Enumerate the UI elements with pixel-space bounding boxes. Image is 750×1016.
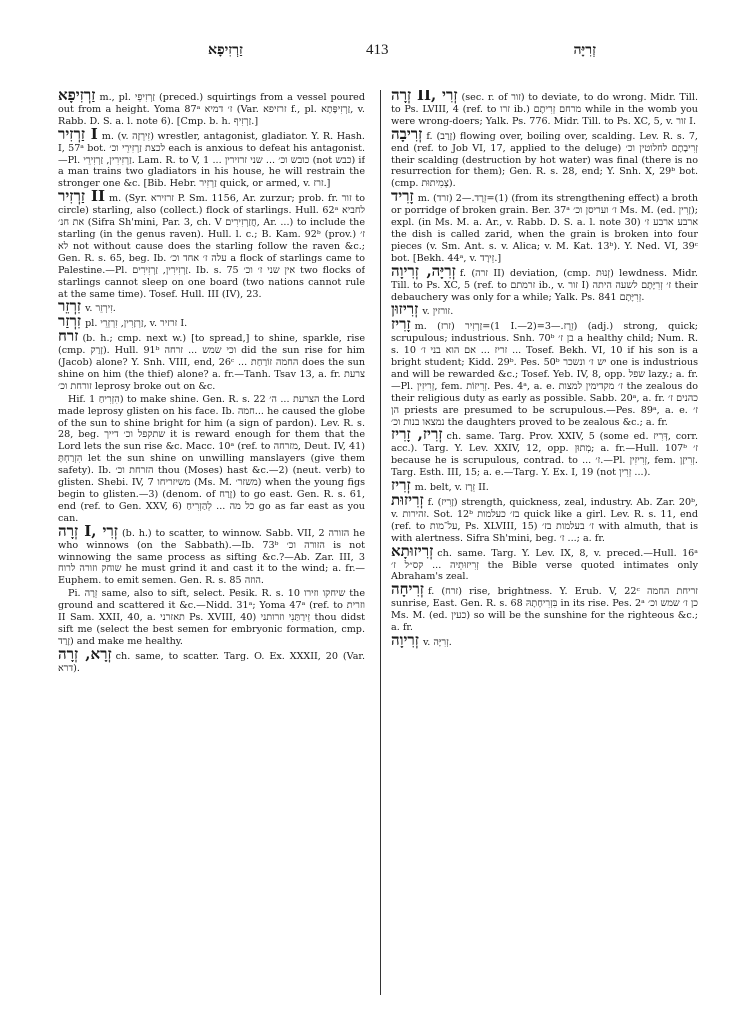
entry-definition: m. belt, v. זֵרָז II. [414, 482, 489, 494]
entry-headword: זְרִיזוּת [391, 491, 424, 509]
dictionary-entry [391, 630, 698, 649]
running-head-left-word: זַרְזִיפָא [208, 42, 243, 58]
entry-headword: זָרִיז [391, 315, 411, 334]
dictionary-entry [58, 394, 365, 525]
entry-definition: v. זְרִיָּה. [422, 636, 452, 648]
entry-headword: זְרִיזוּן [391, 300, 419, 319]
entry-definition: v. זִירְזֵר. [85, 303, 116, 315]
entry-definition: m. (Syr. זרזירא P. Sm. 1156, Ar. zurzur; prob. fr. זור to circle) starling, also (collect.) flock of starlings. Hull. 62ᵃ לחביא את חנ׳ (Sifra Sh'mini, Par. 3, ch. V חֲזַרְזִירִים, Ar. ...) to include the starling (in the genus raven). Hull. l. c.; B. Kam. 92ᵇ (prov.) ז׳ לא not without cause does the starling follow the raven &c.; Gen. R. s. 65, beg. Ib. עלה ז׳ אחד וכ׳ a flock of starlings came to Palestine.—Pl. זַרְזִירִין, זַרְזִירִים. Ib. s. 75 אין שני ז׳ וכ׳ two flocks of starlings cannot sleep on one board (two nations cannot rule at the same time). Tosef. Hull. III (IV), 23. [58, 193, 365, 300]
entry-definition: (b. h.; cmp. next w.) [to spread,] to shine, sparkle, rise (cmp. זָרַק). Hull. 91ᵇ וכי שמש ... זרחה did the sun rise for him (Jacob) alone? Y. Snh. VIII, end, 26ᶜ ... החמה זוֹרַחַת does the sun shine on him (the thief) alone? a. fr.—Tanh. Tsav 13, a. fr. צרעת זורחת וכ׳ leprosy broke out on &c. [58, 333, 365, 392]
entry-headword: זִרְזֵר [58, 297, 82, 316]
entry-headword: זַרְזִיר I [58, 124, 98, 143]
page-number: 413 [366, 42, 389, 58]
entry-definition: ch. same. Targ. Prov. XXIV, 5 (some ed. דְּרִיז, corr. acc.). Targ. Y. Lev. XXIV, 12, opp. מְתוּן; a. fr.—Hull. 107ᵇ ז׳ because he is scrupulous, contrad. to ... ז׳.—Pl. זְרִיזִין, fem. זְרִיזָן. Targ. Esth. III, 15; a. e.—Targ. Y. Ex. I, 19 (not זְרִין ...). [391, 431, 698, 479]
entry-definition: m., pl. זַרְזִיפֵי (preced.) squirtings from a vessel poured out from a height. Yoma 87ᵃ ז׳ דמיא (Var. זרזיפא f., pl. זַרְזִיפָּתָא, v. Rabb. D. S. a. l. note 6). [Cmp. b. h. זַרְזִיף.] [58, 92, 365, 127]
entry-definition: ch. same, to scatter. Targ. O. Ex. XXXII, 20 (Var. דרא). [58, 650, 365, 674]
entry-definition: v. זורזין. [422, 306, 454, 318]
entry-headword: זְרִיוָה [391, 630, 419, 649]
left-column [58, 90, 365, 995]
entry-definition: m. (זרז) 1)=זַרְזִיר I.—2)=זֵרָז.—3) (adj.) strong, quick; scrupulous; industrious. Snh. 70ᵇ בן ז׳ a healthy child; Num. R. s. 10 זריז ... אם הוא בני ז׳ ... Tosef. Bekh. VI, 10 if his son is a bright student; Kidd. 29ᵇ. Pes. 50ᵇ יש ז׳ ונשכר one is industrious and will be rewarded &c.; Tosef. Yeb. IV, 8, opp. שפל lazy.; a. fr.—Pl. זְרִיזִין, fem. זְרִיזוֹת. Pes. 4ᵃ, a. e. ז׳ מקדימין למצות the zealous do their religious duty as early as possible. Sabb. 20ᵃ, a. fr. כהנים ז׳ הן priests are presumed to be scrupulous.—Pes. 89ᵃ, a. e. ז׳ נמצאו בנות וכ׳ the daughters proved to be zealous &c.; a. fr. [391, 321, 698, 428]
two-column-body [58, 90, 706, 995]
dictionary-entry [391, 187, 698, 264]
entry-definition: Hif. הִזְרִיחַ 1) to make shine. Gen. R. s. 22 הצרעת ... ה׳ the Lord made leprosy glisten on his face. Ib. חמה... he caused the globe of the sun to shine bright for him (a sign of pardon). Lev. R. s. 28, beg. שתקפל וכ׳ דייך it is reward enough for them that the Lord lets the sun rise &c. Macc. 10ᵃ (ref. to מזרחה, Deut. IV, 41) הִזְרַחְתָּ let the sun shine on unwilling manslayers (give them safety). Ib. הזרחת וכ׳ thou (Moses) hast &c.—2) (neut. verb) to glisten. Shebi. IV, 7 משיזריחו (Ms. M. משזר׳) when the young figs begin to glisten.—3) (denom. of זָרַח) to go east. Gen. R. s. 61, end (ref. to Gen. XXV, 6) כל מה ... לְהַזְרִיחַ go as far east as you can. [58, 393, 365, 524]
entry-definition: ch. same. Targ. Y. Lev. IX, 8, v. preced.—Hull. 16ᵃ זְרִיזוּתֵיה ... קס״ל ז׳ the Bible verse quoted intimates only Abraham's zeal. [391, 547, 698, 583]
entry-definition: (b. h.) to scatter, to winnow. Sabb. VII, 2 הזורה he who winnows (on the Sabbath).—Ib. 73ᵇ הזורה וכ׳ is not winnowing the same process as sifting &c.?—Ab. Zar. III, 3 שוחק וזורה לרוח he must grind it and cast it to the wind; a. fr.—Euphem. to emit semen. Gen. R. s. 85 הוזה. [58, 527, 365, 587]
dictionary-entry [391, 580, 698, 634]
dictionary-entry [58, 297, 365, 316]
entry-headword: זְרִיָּה, זְרִיוָה [391, 261, 456, 280]
entry-headword: זְרָה II, זְרִי [391, 90, 458, 104]
entry-definition: f. (זרה II) deviation, (cmp. זְנוּת) lewdness. Midr. Till. to Ps. XC, 5 (ref. to זרמתם ib., v. זור I) ז׳ זְרִיָּתָם לשעה היתה their debauchery was only for a while; Yalk. Ps. 841 זְרִיָּתָם. [391, 267, 698, 303]
dictionary-entry [391, 541, 698, 584]
dictionary-entry [58, 521, 365, 588]
entry-headword: זְרִיחָה [391, 580, 424, 599]
column-divider [380, 90, 381, 995]
dictionary-entry [58, 312, 365, 331]
dictionary-entry [58, 90, 365, 128]
entry-definition: Pi. זֵרָה same, also to sift, select. Pesik. R. s. 10 שיחקו וזירו the ground and scattered it &c.—Nidd. 31ᵃ; Yoma 47ᵃ (ref. to וזרית II Sam. XXII, 40, a. תאזרני Ps. XVIII, 40) זֵירַתַּנִי וזרותני thou didst sift me (select the best semen for embryonic formation, cmp. זָרַד) and make me healthy. [58, 588, 365, 647]
dictionary-entry [58, 644, 365, 675]
entry-headword: זַרְזִיר II [58, 187, 105, 206]
entry-definition: (sec. r. of זור) to deviate, to do wrong. Midr. Till. to Ps. LVIII, 4 (ref. to זרו ib.) מרחם זְרִיתֶם while in the womb you were wrong-doers; Yalk. Ps. 776. Midr. Till. to Ps. XC, 5, v. זור I. [391, 92, 698, 127]
entry-headword: זְרִיז, זָרִיז [391, 425, 443, 444]
entry-headword: זְרִיז [391, 476, 411, 495]
entry-headword: זְרִיבָה [391, 124, 423, 143]
dictionary-entry [58, 124, 365, 191]
entry-headword: זִרְזַר [58, 312, 82, 331]
entry-headword: זְרָא, זְרָה [58, 644, 112, 663]
entry-definition: f. (זָרִיז) strength, quickness, zeal, industry. Ab. Zar. 20ᵇ, v. זהירות. Sot. 12ᵇ בז׳ כעלמות quick like a girl. Lev. R. s. 11, end (ref. to על־מות, Ps. XLVIII, 15) ז׳ בעלמות בז׳ with almuth, that is with alertness. Sifra Sh'mini, beg. ז׳ ...; a. fr. [391, 497, 698, 544]
dictionary-entry [391, 90, 698, 128]
dictionary-entry [391, 491, 698, 545]
entry-definition: m. (v. זִירְזָה) wrestler, antagonist, gladiator. Y. R. Hash. I, 57ᵃ bot. לכצת זַרְזִירֵי וכ׳ each is anxious to defeat his antagonist.—Pl. זַרְזִירִין, זַרְזִירֵי. Lam. R. to V, 1 ... כובש וכ׳ ... שני זרזירין (not כבש) if a man trains two gladiators in his house, he will restrain the stronger one &c. [Bib. Hebr. זַרְזִיר quick, or armed, v. זרז.] [58, 130, 365, 190]
dictionary-page [58, 40, 706, 1000]
entry-definition: m. (זרד) 1)=זֵרָד.—2) (from its strengthening effect) a broth or porridge of broken grain. Ber. 37ᵃ ז׳ ועריסן וכ׳ Ms. M. (ed. זָרִין); expl. (in Ms. M. a. Ar., v. Rabb. D. S. a. l. note 30) ארבע ארבע ז׳ the dish is called zarid, when the grain is broken into four pieces (v. Sm. Ant. s. v. Alica; v. M. Kat. 13ᵇ). Y. Ned. VI, 39ᶜ bot. [Bekh. 44ᵃ, v. זֵירָד.] [391, 193, 698, 264]
right-column [391, 90, 698, 995]
dictionary-entry [391, 124, 698, 191]
entry-headword: זַרְזִיפָא [58, 90, 96, 104]
dictionary-entry [58, 588, 365, 648]
entry-definition: f. (זָרַב) flowing over, boiling over, scalding. Lev. R. s. 7, end (ref. to Job VI, 17, applied to the deluge) זְרִיבָתָם לחלוטין וכ׳ their scalding (destruction by hot water) was final (there is no resurrection for them); Gen. R. s. 28, end; Y. Snh. X, 29ᵇ bot. (cmp. צְמִיתוּת). [391, 130, 698, 190]
dictionary-entry [58, 327, 365, 393]
entry-headword: זרח [58, 327, 79, 346]
running-head [58, 40, 706, 70]
entry-headword: זְרָה I, זְרִי [58, 521, 118, 540]
entry-headword: זָרִיד [391, 187, 414, 206]
dictionary-entry [391, 300, 698, 319]
entry-definition: pl. זַרְזָרִין, זִרְזְרֵי, v. זרזיר I. [85, 318, 188, 330]
dictionary-entry [391, 261, 698, 304]
entry-headword: זְרִיזוּתָא [391, 541, 434, 560]
running-head-right-word: זְרִיָּה [573, 42, 596, 58]
entry-definition: f. (זרח) rise, brightness. Y. Erub. V, 22ᶜ זריחת החמה sunrise, East. Gen. R. s. 68 בִּזְרִיחָתָהּ in its rise. Pes. 2ᵃ כן ז׳ שמש וכ׳ Ms. M. (ed. כעין) so will be the sunshine for the righteous &c.; a. fr. [391, 586, 698, 634]
dictionary-entry [58, 187, 365, 300]
dictionary-entry [391, 315, 698, 428]
dictionary-entry [391, 425, 698, 479]
dictionary-entry [391, 476, 698, 495]
